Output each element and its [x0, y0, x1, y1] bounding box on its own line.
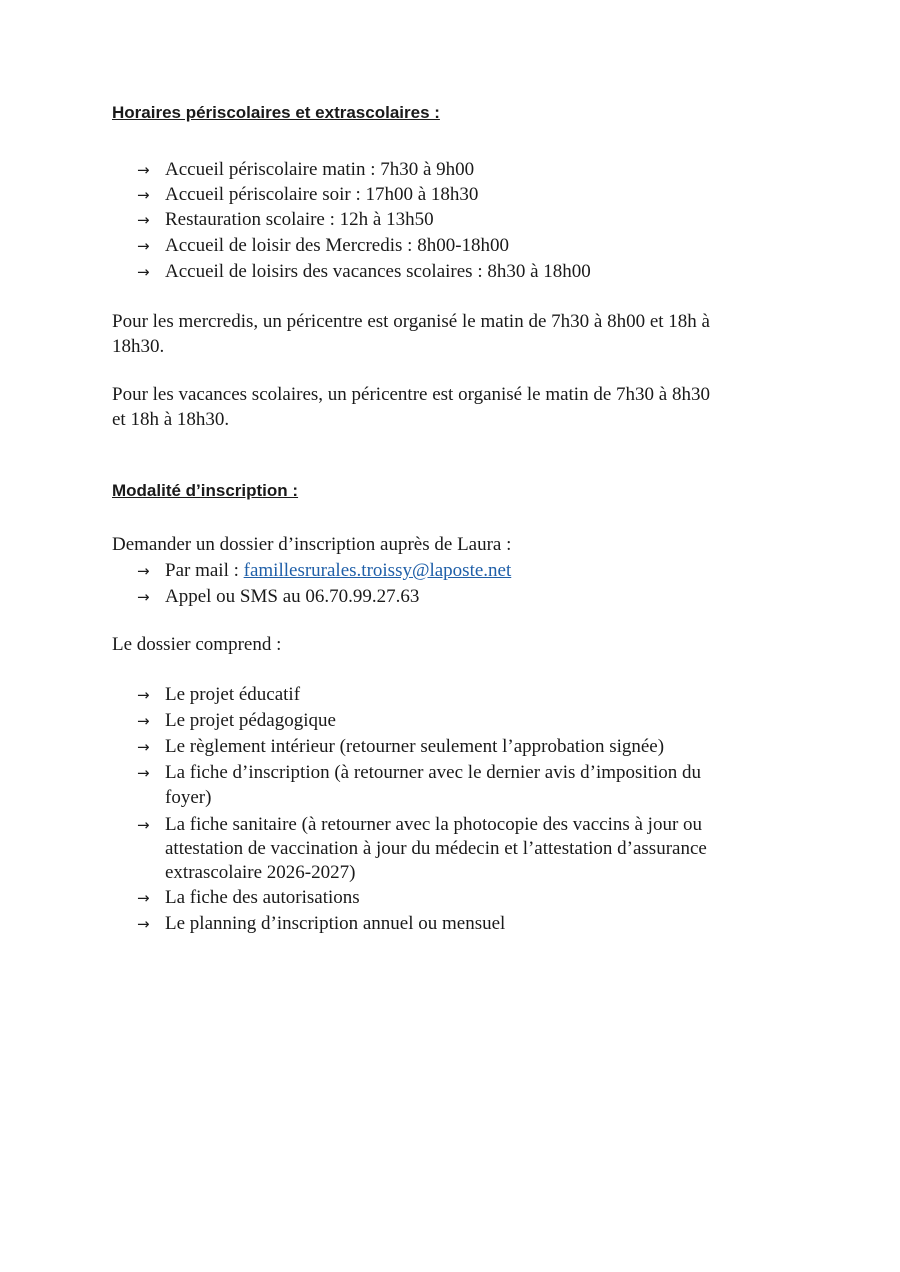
- arrow-icon: →: [137, 686, 150, 704]
- dossier-item: → Le projet éducatif: [137, 682, 161, 708]
- paragraph-mercredis-line2: 18h30.: [112, 336, 165, 357]
- mail-label: Par mail :: [165, 560, 244, 581]
- section-heading-horaires: Horaires périscolaires et extrascolaires :: [112, 103, 440, 122]
- list-item: → Accueil périscolaire soir : 17h00 à 18h30: [137, 182, 161, 208]
- arrow-icon: →: [137, 161, 150, 179]
- arrow-icon: →: [137, 263, 150, 281]
- list-item: → Accueil de loisir des Mercredis : 8h00-18h00: [137, 233, 161, 259]
- dossier-item: → Le projet pédagogique: [137, 708, 161, 734]
- arrow-icon: →: [137, 562, 150, 580]
- list-item: → Accueil de loisirs des vacances scolaires : 8h30 à 18h00: [137, 259, 161, 285]
- arrow-icon: →: [137, 915, 150, 933]
- arrow-icon: →: [137, 712, 150, 730]
- dossier-item-continuation: foyer): [165, 787, 212, 808]
- arrow-icon: →: [137, 764, 150, 782]
- paragraph-vacances-line2: et 18h à 18h30.: [112, 409, 230, 430]
- email-link[interactable]: famillesrurales.troissy@laposte.net: [243, 560, 512, 581]
- list-item: → Accueil périscolaire matin : 7h30 à 9h00: [137, 157, 161, 183]
- arrow-icon: →: [137, 237, 150, 255]
- phone-text: Appel ou SMS au 06.70.99.27.63: [165, 586, 420, 607]
- arrow-icon: →: [137, 588, 150, 606]
- dossier-item: → La fiche d’inscription (à retourner avec le dernier avis d’imposition du: [137, 760, 161, 786]
- arrow-icon: →: [137, 889, 150, 907]
- arrow-icon: →: [137, 738, 150, 756]
- arrow-icon: →: [137, 186, 150, 204]
- section-heading-inscription: Modalité d’inscription :: [112, 481, 299, 500]
- paragraph-mercredis-line1: Pour les mercredis, un péricentre est organisé le matin de 7h30 à 8h00 et 18h à: [112, 311, 710, 332]
- dossier-item: → Le planning d’inscription annuel ou mensuel: [137, 911, 161, 937]
- dossier-item: → Le règlement intérieur (retourner seulement l’approbation signée): [137, 734, 161, 760]
- inscription-intro: Demander un dossier d’inscription auprès de Laura :: [112, 534, 512, 555]
- contact-phone-item: [137, 584, 420, 610]
- paragraph-vacances-line1: Pour les vacances scolaires, un péricentre est organisé le matin de 7h30 à 8h30: [112, 384, 710, 405]
- list-item: → Restauration scolaire : 12h à 13h50: [137, 207, 161, 233]
- dossier-item-continuation: extrascolaire 2026-2027): [165, 862, 356, 883]
- dossier-intro: Le dossier comprend :: [112, 634, 282, 655]
- contact-mail-item: [137, 558, 512, 584]
- dossier-item: → La fiche sanitaire (à retourner avec la photocopie des vaccins à jour ou: [137, 812, 161, 838]
- dossier-item-continuation: attestation de vaccination à jour du médecin et l’attestation d’assurance: [165, 838, 707, 859]
- arrow-icon: →: [137, 816, 150, 834]
- dossier-item: → La fiche des autorisations: [137, 885, 161, 911]
- arrow-icon: →: [137, 211, 150, 229]
